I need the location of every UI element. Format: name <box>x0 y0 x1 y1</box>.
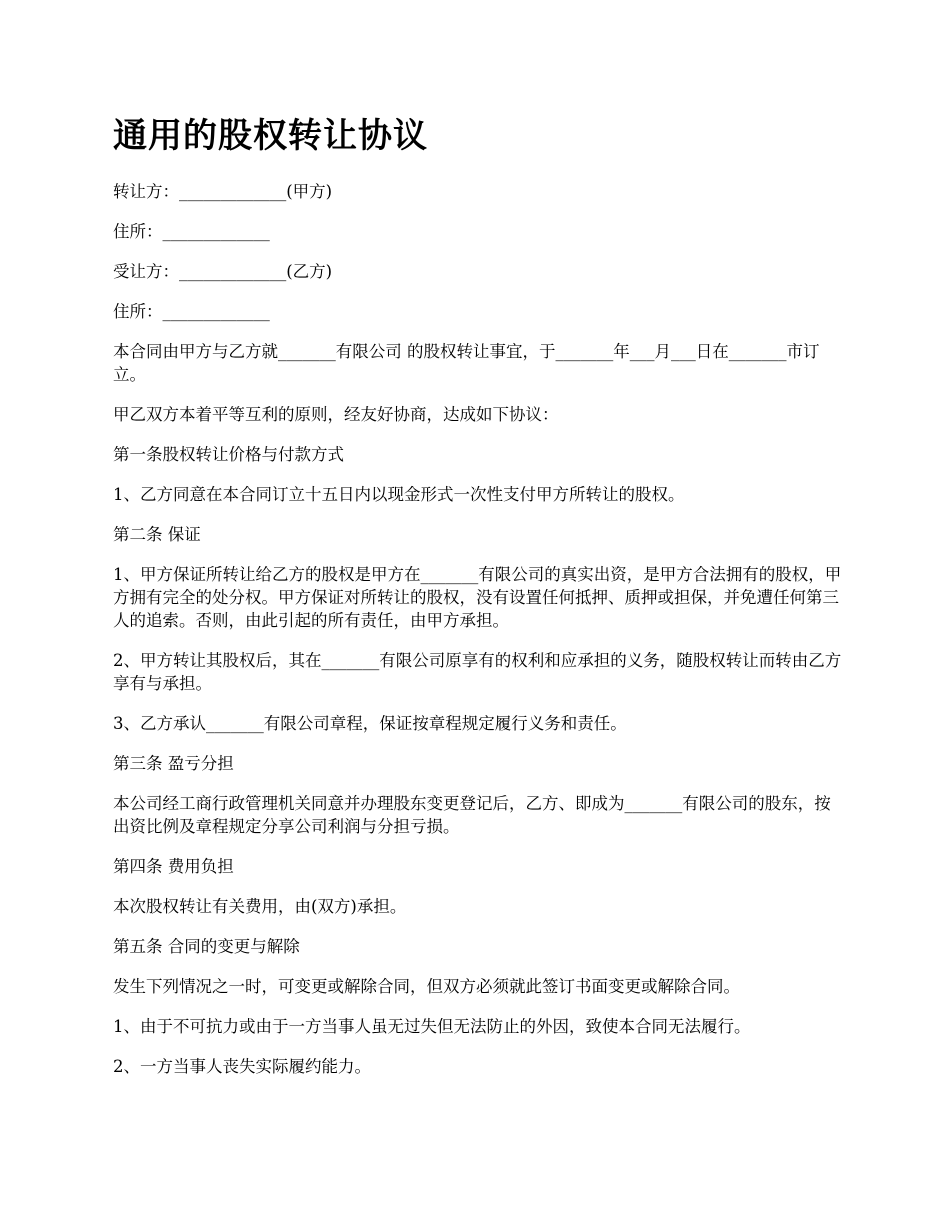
document-title: 通用的股权转让协议 <box>113 116 428 156</box>
article-5-heading: 第五条 合同的变更与解除 <box>113 937 300 956</box>
article-1-heading: 第一条股权转让价格与付款方式 <box>113 445 344 464</box>
transferor-line: 转让方：_____________(甲方) <box>113 182 333 201</box>
article-2-clause-1: 1、甲方保证所转让给乙方的股权是甲方在_______有限公司的真实出资，是甲方合法拥有的股权，甲方拥有完全的处分权。甲方保证对所转让的股权，没有设置任何抵押、质押或担保，并免遭任何第三人的追索。否则，由此引起的所有责任，由甲方承担。 <box>113 565 842 630</box>
document-page <box>113 112 843 1095</box>
transferor-address-line: 住所：_____________ <box>113 222 270 241</box>
agreement-preamble: 甲乙双方本着平等互利的原则，经友好协商，达成如下协议： <box>113 405 559 424</box>
article-2-clause-3: 3、乙方承认_______有限公司章程，保证按章程规定履行义务和责任。 <box>113 714 627 733</box>
contract-intro-paragraph: 本合同由甲方与乙方就_______有限公司 的股权转让事宜，于_______年___月___日在_______市订立。 <box>113 342 820 384</box>
article-3-heading: 第三条 盈亏分担 <box>113 754 234 773</box>
article-5-body: 发生下列情况之一时，可变更或解除合同，但双方必须就此签订书面变更或解除合同。 <box>113 977 740 996</box>
article-2-clause-2: 2、甲方转让其股权后，其在_______有限公司原享有的权利和应承担的义务，随股权转让而转由乙方享有与承担。 <box>113 651 842 693</box>
article-4-heading: 第四条 费用负担 <box>113 857 234 876</box>
article-5-clause-2: 2、一方当事人丧失实际履约能力。 <box>113 1057 371 1076</box>
article-2-heading: 第二条 保证 <box>113 525 201 544</box>
article-4-body: 本次股权转让有关费用，由(双方)承担。 <box>113 897 407 916</box>
transferee-address-line: 住所：_____________ <box>113 302 270 321</box>
article-1-clause-1: 1、乙方同意在本合同订立十五日内以现金形式一次性支付甲方所转让的股权。 <box>113 485 685 504</box>
transferee-line: 受让方：_____________(乙方) <box>113 262 333 281</box>
article-3-body: 本公司经工商行政管理机关同意并办理股东变更登记后，乙方、即成为_______有限公司的股东，按出资比例及章程规定分享公司利润与分担亏损。 <box>113 794 831 836</box>
article-5-clause-1: 1、由于不可抗力或由于一方当事人虽无过失但无法防止的外因，致使本合同无法履行。 <box>113 1017 751 1036</box>
